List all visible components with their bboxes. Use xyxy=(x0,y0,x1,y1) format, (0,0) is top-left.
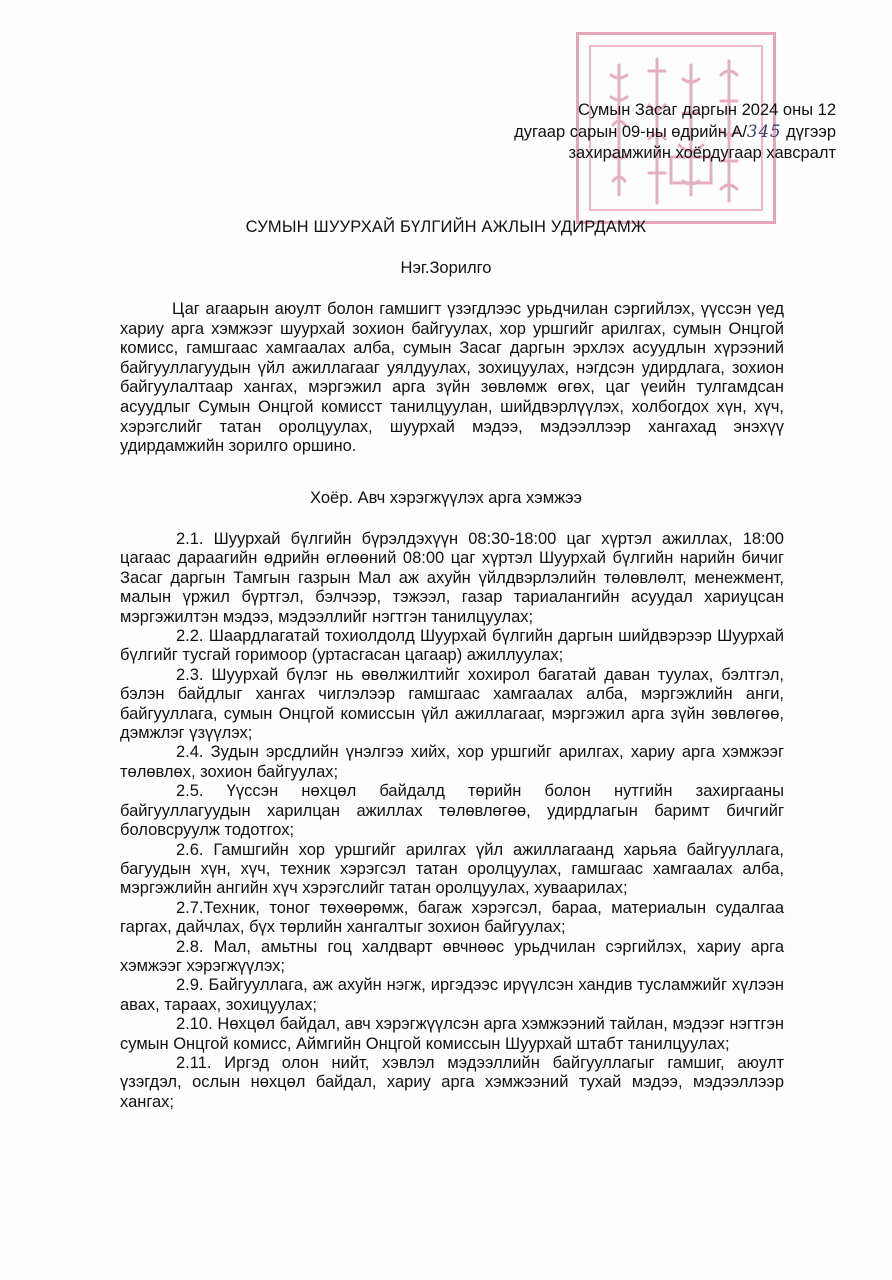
annex-line-1: Сумын Засаг даргын 2024 оны 12 xyxy=(578,101,836,119)
document-title: СУМЫН ШУУРХАЙ БҮЛГИЙН АЖЛЫН УДИРДАМЖ xyxy=(245,218,647,236)
section-2-body xyxy=(120,530,784,1112)
list-item-2-8: 2.8. Мал, амьтны гоц халдварт өвчнөөс урьдчилан сэргийлэх, хариу арга хэмжээг хэрэгжүүлэх; xyxy=(120,937,784,975)
list-item-2-1: 2.1. Шуурхай бүлгийн бүрэлдэхүүн 08:30-18:00 цаг хүртэл ажиллах, 18:00 цагаас дараагийн өдрийн өглөөний 08:00 цаг хүртэл Шуурхай бүлгийн нарийн бичиг Засаг даргын Тамгын газрын Мал аж ахуйн үйлдвэрлэлийн төлөвлөлт, менежмент, малын үржил бүртгэл, бэлчээр, тэжээл, газар тариалангийн асуудал хариуцсан мэргэжилтэн мэдээ, мэдээллийг нэгтгэн танилцуулах; xyxy=(120,530,784,626)
list-item-2-4: 2.4. Зудын эрсдлийн үнэлгээ хийх, хор уршгийг арилгах, хариу арга хэмжээг төлөвлөх, зохион байгуулах; xyxy=(120,743,784,781)
list-item-2-3: 2.3. Шуурхай бүлэг нь өвөлжилтийг хохирол багатай даван туулах, бэлтгэл, бэлэн байдлыг хангах чиглэлээр гамшгаас хамгаалах алба, мэргэжлийн анги, байгууллага, сумын Онцгой комиссын үйл ажиллагааг, мэргэжил арга зүйн зөвлөгөө, дэмжлэг үзүүлэх; xyxy=(120,665,784,743)
list-item-2-7: 2.7.Техник, тоног төхөөрөмж, багаж хэрэгсэл, бараа, материалын судалгаа гаргах, дайчлах, бүх төрлийн хангалтыг зохион байгуулах; xyxy=(120,898,784,937)
annex-line-3: захирамжийн хоёрдугаар хавсралт xyxy=(568,144,836,162)
section-2-heading: Хоёр. Авч хэрэгжүүлэх арга хэмжээ xyxy=(310,489,582,507)
section-1-body xyxy=(120,300,784,457)
list-item-2-11: 2.11. Иргэд олон нийт, хэвлэл мэдээллийн байгууллагыг гамшиг, аюулт үзэгдэл, ослын нөхцөл байдал, хариу арга хэмжээний тухай мэдээ, мэдээллээр хангах; xyxy=(120,1053,784,1111)
annex-line-2-after: дүгээр xyxy=(781,123,836,141)
list-item-2-6: 2.6. Гамшгийн хор уршгийг арилгах үйл ажиллагаанд харьяа байгууллага, багуудын хүн, хүч, техник хэрэгсэл татан оролцуулах, гамшгаас хамгаалах алба, мэргэжлийн ангийн хүч хэрэгслийг татан оролцуулах, хуваарилах; xyxy=(120,840,784,898)
annex-line-2 xyxy=(514,121,836,143)
list-item-2-2: 2.2. Шаардлагатай тохиолдолд Шуурхай бүлгийн даргын шийдвэрээр Шуурхай бүлгийг тусгай горимоор (уртасгасан цагаар) ажиллуулах; xyxy=(120,627,784,665)
list-item-2-10: 2.10. Нөхцөл байдал, авч хэрэгжүүлсэн арга хэмжээний тайлан, мэдээг нэгтгэн сумын Онцгой комисс, Аймгийн Онцгой комиссын Шуурхай штабт танилцуулах; xyxy=(120,1015,784,1053)
purpose-paragraph: Цаг агаарын аюулт болон гамшигт үзэгдлээс урьдчилан сэргийлэх, үүссэн үед хариу арга хэмжээг шуурхай зохион байгуулах, хор уршгийг арилгах, сумын Онцгой комисс, гамшгаас хамгаалах алба, сумын Засаг даргын эрхлэх асуудлын хүрээний байгууллагуудын үйл ажиллагааг уялдуулах, зохицуулах, нэгдсэн удирдлага, зохион байгуулалтаар хангах, мэргэжил арга зүйн зөвлөмж өгөх, цаг үеийн тулгамдсан асуудлыг Сумын Онцгой комисст танилцуулан, шийдвэрлүүлэх, холбогдох хүн, хүч, хэрэгслийг татан оролцуулах, шуурхай мэдээ, мэдээллээр хангахад энэхүү удирдамжийн зорилго оршино. xyxy=(120,300,784,456)
list-item-2-5: 2.5. Үүссэн нөхцөл байдалд төрийн болон нутгийн захиргааны байгууллагуудын харилцан ажиллах төлөвлөгөө, удирдлагын баримт бичгийг боловсруулж тодотгох; xyxy=(120,782,784,840)
list-item-2-9: 2.9. Байгууллага, аж ахуйн нэгж, иргэдээс ирүүлсэн хандив тусламжийг хүлээн авах, тараах, зохицуулах; xyxy=(120,976,784,1014)
order-number: 345 xyxy=(747,122,782,141)
section-1-heading: Нэг.Зорилго xyxy=(400,259,492,277)
annex-line-2-before: дугаар сарын 09-ны өдрийн А/ xyxy=(514,123,747,141)
annex-header xyxy=(514,100,836,164)
